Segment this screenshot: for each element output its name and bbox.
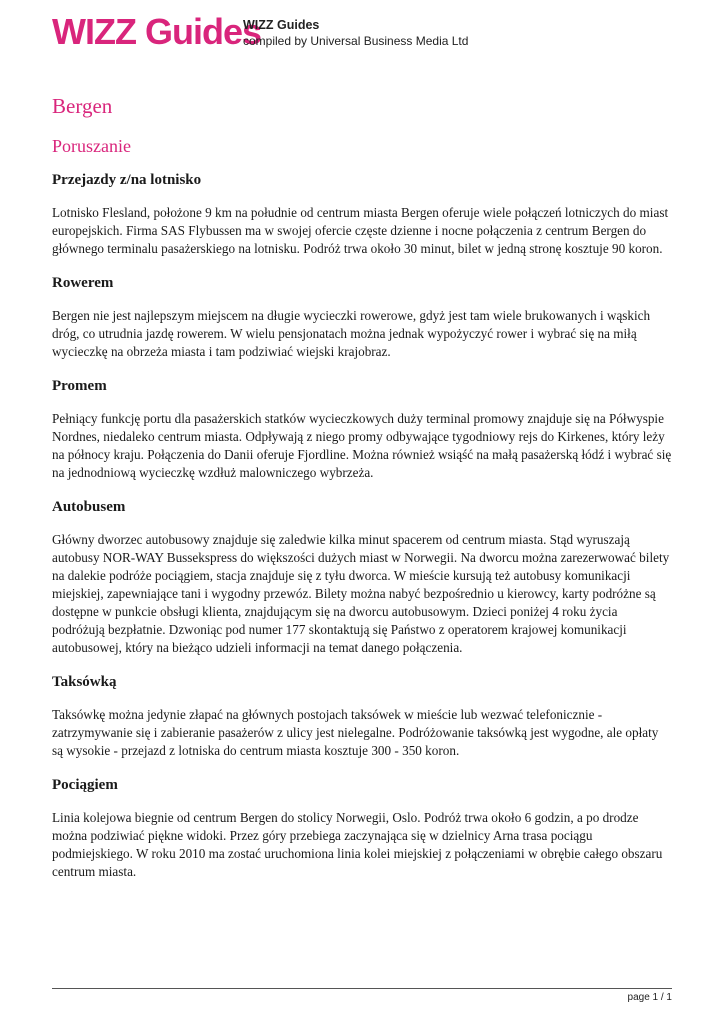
subsection-text-ferry: Pełniący funkcję portu dla pasażerskich statków wycieczkowych duży terminal promowy znajduje się na Półwyspie Nordnes, niedaleko centrum miasta. Odpływają z niego promy odbywające tygodniowy rejs do Kirkenes, który leży na północy kraju. Połączenia do Danii oferuje Fjordline. Można również wsiąść na małą pasażerską łódź i wybrać się na jednodniową wycieczkę wzdłuż malowniczego wybrzeża. bbox=[52, 411, 672, 480]
section-title: Poruszanie bbox=[52, 136, 131, 156]
subsection-heading-bike: Rowerem bbox=[52, 275, 114, 291]
header-subtitle: compiled by Universal Business Media Ltd bbox=[243, 34, 469, 48]
subsection-heading-taxi: Taksówką bbox=[52, 674, 117, 690]
page-title: Bergen bbox=[52, 94, 113, 118]
subsection-heading-airport: Przejazdy z/na lotnisko bbox=[52, 172, 202, 188]
article-content bbox=[52, 92, 672, 881]
page-number: page 1 / 1 bbox=[627, 992, 672, 1003]
subsection-text-bus: Główny dworzec autobusowy znajduje się zaledwie kilka minut spacerem od centrum miasta. Stąd wyruszają autobusy NOR-WAY Bussekspress do większości dużych miast w Norwegii. Na dworcu można zarezerwować bilety na dalekie podróże pociągiem, stacja znajduje się z tyłu dworca. W mieście kursują też autobusy komunikacji miejskiej, zapewniające tani i wygodny przewóz. Bilety można nabyć bezpośrednio u kierowcy, karty podróżne są dostępne w punkcie obsługi klienta, znajdującym się na dworcu autobusowym. Dzieci poniżej 4 roku życia podróżują bezpłatnie. Dzwoniąc pod numer 177 skontaktują się Państwo z operatorem krajowej komunikacji autobusowej, który na bieżąco udzieli informacji na temat danego połączenia. bbox=[52, 532, 670, 655]
subsection-heading-train: Pociągiem bbox=[52, 777, 118, 793]
subsection-text-taxi: Taksówkę można jedynie złapać na głównych postojach taksówek w mieście lub wezwać telefonicznie - zatrzymywanie się i zabieranie pasażerów z ulicy jest nielegalne. Podróżowanie taksówką jest wygodne, ale opłaty są wysokie - przejazd z lotniska do centrum miasta kosztuje 300 - 350 koron. bbox=[52, 707, 659, 758]
footer-divider bbox=[52, 988, 672, 989]
wizz-guides-logo: WIZZ Guides bbox=[52, 11, 261, 52]
subsection-text-train: Linia kolejowa biegnie od centrum Bergen do stolicy Norwegii, Oslo. Podróż trwa około 6 godzin, a po drodze można podziwiać piękne widoki. Przez góry przebiega zaczynająca się w dzielnicy Arna trasa pociągu podmiejskiego. W roku 2010 ma zostać uruchomiona linia kolei miejskiej z połączeniami w obrębie całego obszaru centrum miasta. bbox=[52, 810, 663, 879]
subsection-text-bike: Bergen nie jest najlepszym miejscem na długie wycieczki rowerowe, gdyż jest tam wiele brukowanych i wąskich dróg, co utrudnia jazdę rowerem. W wielu pensjonatach można jednak wypożyczyć rower i wybrać się na miłą wycieczkę na obrzeża miasta i tam podziwiać wiejski krajobraz. bbox=[52, 308, 651, 359]
header-title: WIZZ Guides bbox=[243, 18, 320, 32]
header-text-block bbox=[243, 17, 468, 49]
page-header bbox=[52, 11, 672, 52]
subsection-text-airport: Lotnisko Flesland, położone 9 km na południe od centrum miasta Bergen oferuje wiele połączeń lotniczych do miast europejskich. Firma SAS Flybussen ma w swojej ofercie częste dzienne i nocne połączenia z centrum Bergen do głównego terminalu pasażerskiego na lotnisku. Podróż trwa około 30 minut, bilet w jedną stronę kosztuje 90 koron. bbox=[52, 205, 669, 256]
subsection-heading-ferry: Promem bbox=[52, 378, 107, 394]
subsection-heading-bus: Autobusem bbox=[52, 499, 126, 515]
